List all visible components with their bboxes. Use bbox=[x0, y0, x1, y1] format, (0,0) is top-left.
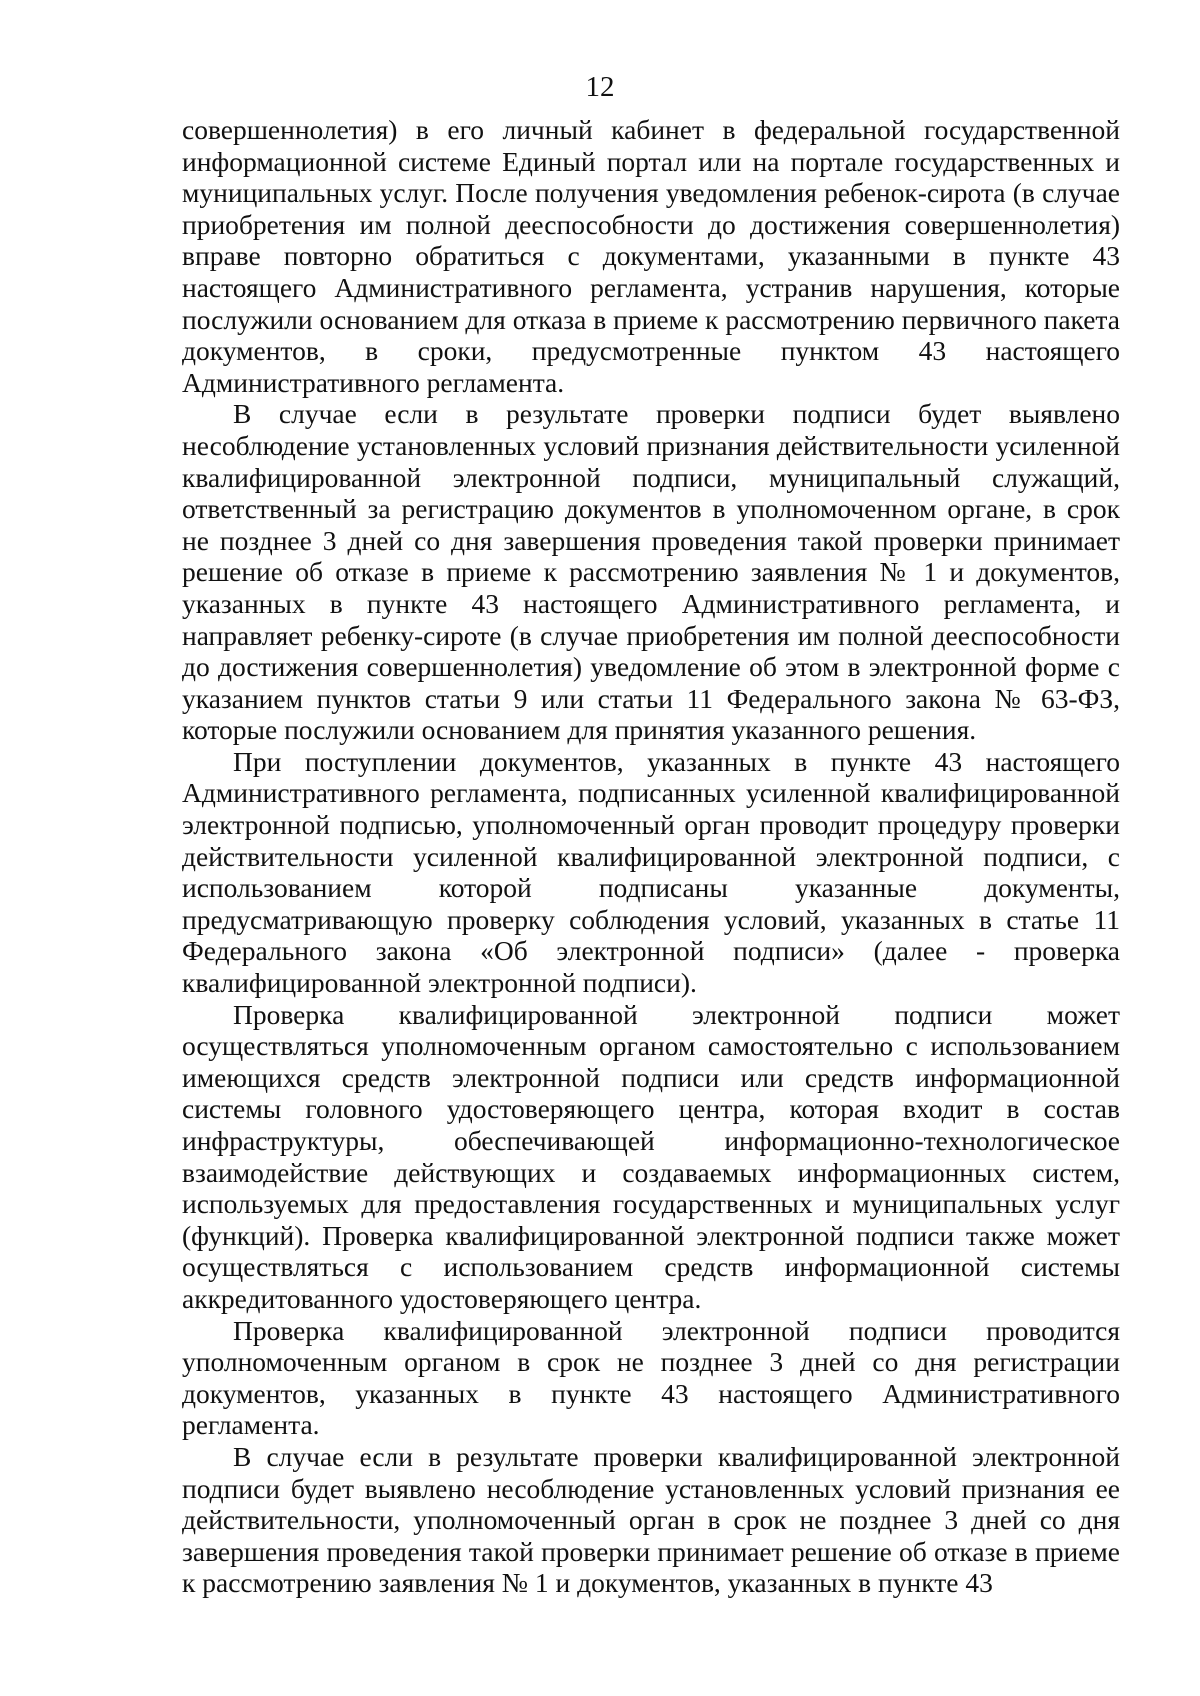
paragraph: совершеннолетия) в его личный кабинет в федеральной государственной информационной системе Единый портал или на портале государственных и муниципальных услуг. После получения уведомления ребенок-сирота (в случае приобретения им полной дееспособности до достижения совершеннолетия) вправе повторно обратиться с документами, указанными в пункте 43 настоящего Административного регламента, устранив нарушения, которые послужили основанием для отказа в приеме к рассмотрению первичного пакета документов, в сроки, предусмотренные пунктом 43 настоящего Административного регламента. bbox=[182, 114, 1120, 398]
paragraph: В случае если в результате проверки квалифицированной электронной подписи будет выявлено несоблюдение установленных условий признания ее действительности, уполномоченный орган в срок не позднее 3 дней со дня завершения проведения такой проверки принимает решение об отказе в приеме к рассмотрению заявления № 1 и документов, указанных в пункте 43 bbox=[182, 1440, 1120, 1599]
paragraph: При поступлении документов, указанных в пункте 43 настоящего Административного регламента, подписанных усиленной квалифицированной электронной подписью, уполномоченный орган проводит процедуру проверки действительности усиленной квалифицированной электронной подписи, с использованием которой подписаны указанные документы, предусматривающую проверку соблюдения условий, указанных в статье 11 Федерального закона «Об электронной подписи» (далее - проверка квалифицированной электронной подписи). bbox=[182, 745, 1120, 999]
paragraph: Проверка квалифицированной электронной подписи может осуществляться уполномоченным органом самостоятельно с использованием имеющихся средств электронной подписи или средств информационной системы головного удостоверяющего центра, которая входит в состав инфраструктуры, обеспечивающей информационно-технологическое взаимодействие действующих и создаваемых информационных систем, используемых для предоставления государственных и муниципальных услуг (функций). Проверка квалифицированной электронной подписи также может осуществляться с использованием средств информационной системы аккредитованного удостоверяющего центра. bbox=[182, 998, 1120, 1314]
paragraph: В случае если в результате проверки подписи будет выявлено несоблюдение установленных условий признания действительности усиленной квалифицированной электронной подписи, муниципальный служащий, ответственный за регистрацию документов в уполномоченном органе, в срок не позднее 3 дней со дня завершения проведения такой проверки принимает решение об отказе в приеме к рассмотрению заявления № 1 и документов, указанных в пункте 43 настоящего Административного регламента, и направляет ребенку-сироте (в случае приобретения им полной дееспособности до достижения совершеннолетия) уведомление об этом в электронной форме с указанием пунктов статьи 9 или статьи 11 Федерального закона № 63-ФЗ, которые послужили основанием для принятия указанного решения. bbox=[182, 398, 1120, 746]
document-body bbox=[182, 114, 1120, 1599]
page-number: 12 bbox=[585, 71, 615, 103]
paragraph: Проверка квалифицированной электронной подписи проводится уполномоченным органом в срок не позднее 3 дней со дня регистрации документов, указанных в пункте 43 настоящего Административного регламента. bbox=[182, 1314, 1120, 1441]
